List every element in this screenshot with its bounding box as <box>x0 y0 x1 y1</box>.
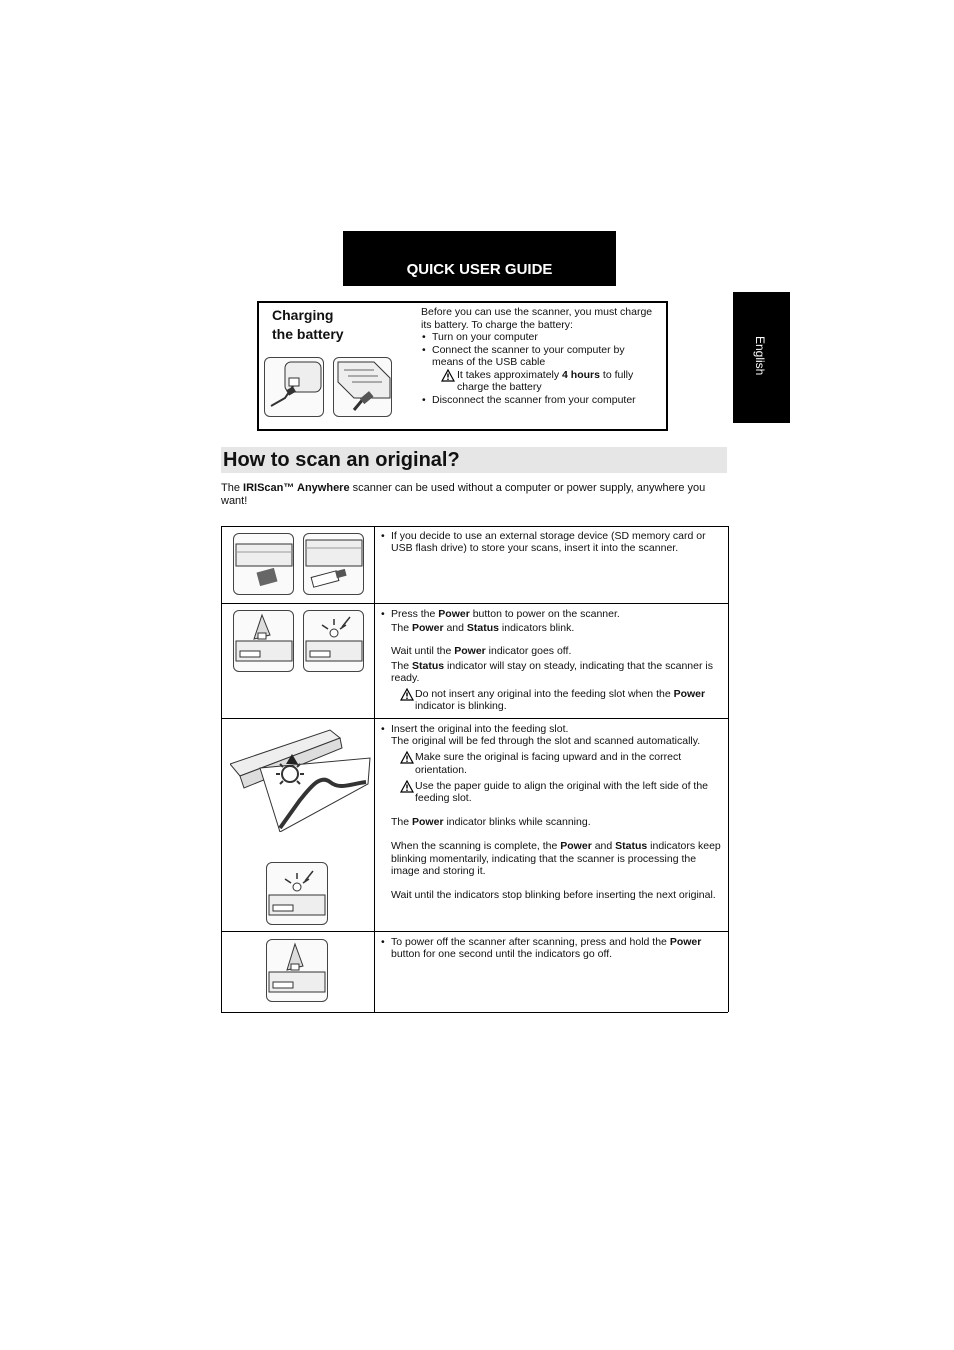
charging-note: It takes approximately 4 hours to fully charge the battery <box>421 369 659 394</box>
language-tab-label: English <box>753 336 767 376</box>
step2-warning: Do not insert any original into the feeding slot when the Power indicator is blinking. <box>380 688 722 712</box>
table-border-left <box>221 526 222 1012</box>
feeding-original-illustration <box>230 724 372 832</box>
sd-card-insert-illustration <box>233 533 294 595</box>
scanner-feeding-icon <box>230 724 372 832</box>
charging-scanner-illustration <box>264 357 324 417</box>
list-item: • Connect the scanner to your computer by means of the USB cable <box>421 344 659 369</box>
list-item: • Disconnect the scanner from your computer <box>421 394 659 407</box>
step2-text: • Press the Power button to power on the scanner. The Power and Status indicators blink. Wait until the Power indicator goes off. The Status indicator will stay on steady, indicating that the scanner is ready. Do not insert any original into the feeding slot when the Power indicator is blinking. <box>380 608 722 712</box>
section-intro: The IRIScan™ Anywhere scanner can be used without a computer or power supply, anywhere you want! <box>221 482 706 507</box>
table-row-divider <box>221 718 728 719</box>
blinking-indicator-icon <box>267 863 327 924</box>
guide-header-bar <box>343 231 616 286</box>
scanning-indicator-illustration <box>266 862 328 925</box>
table-row-divider <box>221 603 728 604</box>
scanner-usb-port-icon <box>265 358 323 416</box>
hand-press-icon <box>234 611 293 671</box>
section-title: How to scan an original? <box>223 449 460 471</box>
sd-card-icon <box>234 534 293 594</box>
charging-instructions: Before you can use the scanner, you must charge its battery. To charge the battery: • Turn on your computer • Connect the scanner to your computer by means of the USB cable It takes approximately 4 hours to fully charge the battery • Disconnect the scanner from your computer <box>421 306 659 406</box>
usb-drive-icon <box>304 534 363 594</box>
warning-triangle-icon <box>400 688 414 701</box>
power-button-press-illustration <box>233 610 294 672</box>
charging-title: Charging the battery <box>272 307 344 342</box>
table-row-divider <box>221 931 728 932</box>
step3-text: • Insert the original into the feeding slot. The original will be fed through the slot and scanned automatically. Make sure the original is facing upward and in the correct orientation. Use the paper guide to align the original with the left side of the feeding slot. The Power indicator blinks while scanning. When the scanning is complete, the Power and Status indicators keep blinking momentarily, indicating that the scanner is processing the image and storing it. Wait until the indicators stop blinking before inserting the next original. <box>380 723 722 901</box>
step1-text <box>380 530 722 554</box>
step3-warning-2: Use the paper guide to align the original with the left side of the feeding slot. <box>380 780 722 804</box>
list-item: • Press the Power button to power on the scanner. <box>380 608 722 620</box>
list-item: • Turn on your computer <box>421 331 659 344</box>
list-item: • If you decide to use an external storage device (SD memory card or USB flash drive) to store your scans, insert it into the scanner. <box>380 530 722 554</box>
table-border-top <box>221 526 728 527</box>
step4-text <box>380 936 722 960</box>
table-column-divider <box>374 526 375 1012</box>
step3-warning-1: Make sure the original is facing upward and in the correct orientation. <box>380 751 722 775</box>
warning-triangle-icon <box>400 780 414 793</box>
table-border-bottom <box>221 1012 728 1013</box>
power-off-illustration <box>266 939 328 1002</box>
blinking-indicator-icon <box>304 611 363 671</box>
indicators-blink-illustration <box>303 610 364 672</box>
guide-title: QUICK USER GUIDE <box>406 261 553 278</box>
list-item: • Insert the original into the feeding slot. <box>380 723 722 735</box>
usb-drive-insert-illustration <box>303 533 364 595</box>
warning-triangle-icon <box>441 369 455 382</box>
table-border-right <box>728 526 729 1012</box>
warning-triangle-icon <box>400 751 414 764</box>
hand-press-icon <box>267 940 327 1001</box>
laptop-usb-icon <box>334 358 391 416</box>
charging-laptop-illustration <box>333 357 392 417</box>
list-item: • To power off the scanner after scanning, press and hold the Power button for one second until the indicators go off. <box>380 936 722 960</box>
language-tab <box>733 292 790 423</box>
